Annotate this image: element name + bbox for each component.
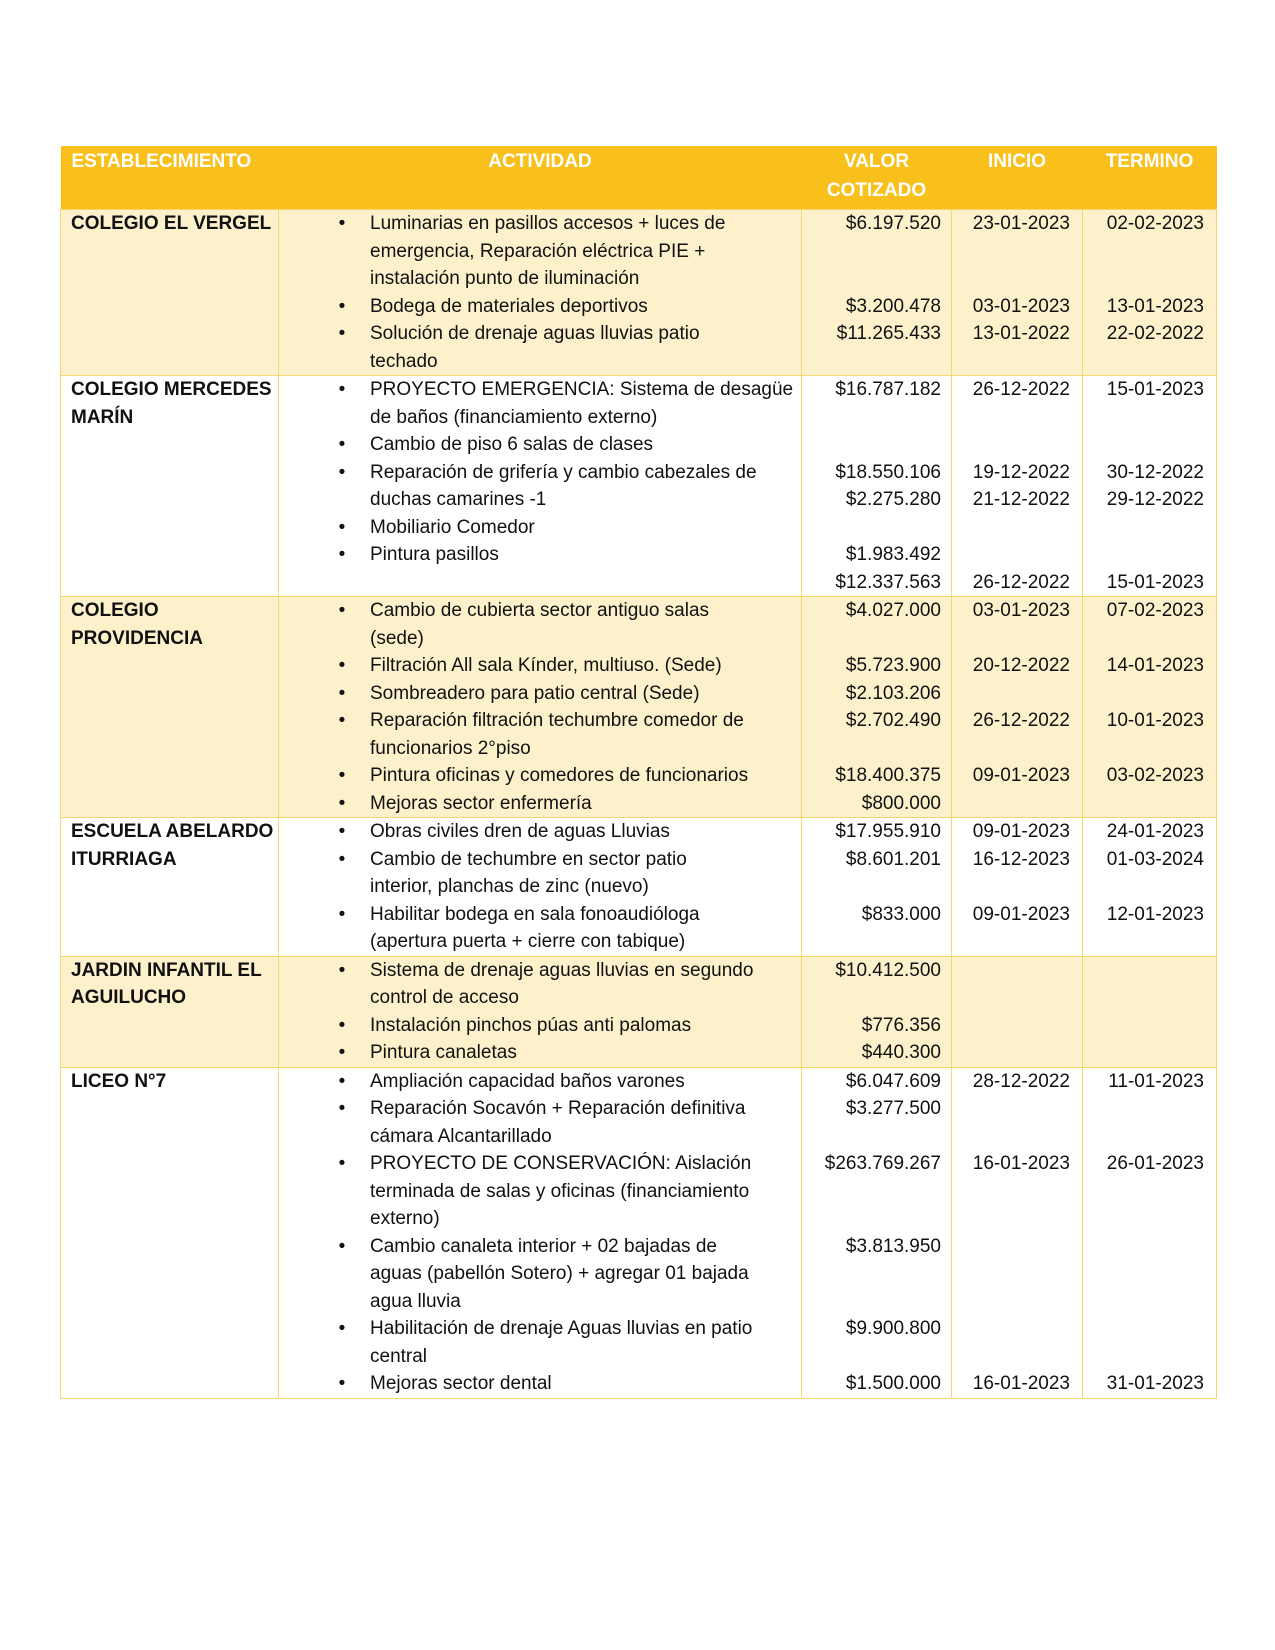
- fecha-inicio: 09-01-2023: [972, 903, 1070, 925]
- fecha-termino: 22-02-2022: [1106, 323, 1204, 344]
- actividad-text: Cambio de cubierta sector antiguo salas: [370, 600, 710, 621]
- fecha-termino: [1093, 1233, 1204, 1261]
- actividad-text: Luminarias en pasillos accesos + luces de: [370, 213, 726, 234]
- fecha-inicio: [962, 1039, 1070, 1067]
- valor-cotizado: [812, 1343, 941, 1371]
- works-table: [60, 146, 1217, 1399]
- valor-cotizado: $833.000: [861, 903, 941, 925]
- fecha-termino: 31-01-2023: [1106, 1373, 1204, 1394]
- actividad-item: [289, 901, 791, 956]
- table-row: [61, 210, 1217, 376]
- fecha-inicio: 09-01-2023: [972, 765, 1070, 786]
- bullet-icon: •: [338, 1318, 346, 1339]
- actividad-cell: [279, 210, 802, 376]
- establecimiento-name: ITURRIAGA: [71, 848, 177, 870]
- fecha-termino: 30-12-2022: [1106, 461, 1204, 483]
- actividad-text: Mejoras sector enfermería: [370, 792, 592, 814]
- valor-cotizado: $8.601.201: [845, 848, 941, 870]
- establecimiento-name: MARÍN: [71, 406, 134, 428]
- bullet-icon: •: [338, 1153, 346, 1174]
- fecha-termino: 12-01-2023: [1106, 903, 1204, 925]
- actividad-text: central: [370, 1345, 428, 1367]
- actividad-text: (sede): [370, 627, 424, 649]
- valor-cotizado: $6.197.520: [845, 213, 941, 234]
- fecha-termino: [1093, 1315, 1204, 1343]
- fecha-termino: 07-02-2023: [1106, 600, 1204, 621]
- table-row: [61, 818, 1217, 957]
- valor-cotizado: [812, 1260, 941, 1288]
- valor-cotizado-cell: [802, 956, 952, 1067]
- valor-cotizado: $4.027.000: [845, 600, 941, 621]
- fecha-inicio: [962, 1260, 1070, 1288]
- actividad-text: emergencia, Reparación eléctrica PIE +: [370, 240, 706, 262]
- fecha-termino: 15-01-2023: [1106, 571, 1204, 593]
- valor-cotizado: $2.275.280: [845, 489, 941, 510]
- bullet-icon: •: [338, 765, 346, 786]
- bullet-icon: •: [338, 1042, 346, 1063]
- actividad-text: aguas (pabellón Sotero) + agregar 01 bajada: [370, 1263, 749, 1284]
- actividad-item: [289, 1039, 791, 1067]
- fecha-inicio: 19-12-2022: [972, 461, 1070, 483]
- fecha-termino: [1093, 404, 1204, 432]
- fecha-termino: [1093, 790, 1204, 818]
- fecha-termino: [1093, 625, 1204, 653]
- fecha-termino: [1093, 928, 1204, 956]
- actividad-item: [289, 320, 791, 375]
- bullet-icon: •: [338, 821, 346, 842]
- actividad-text: Habilitación de drenaje Aguas lluvias en patio: [370, 1318, 753, 1339]
- header-valor-cotizado: [802, 146, 952, 210]
- valor-cotizado: [812, 1288, 941, 1316]
- actividad-text: Reparación Socavón + Reparación definitiva: [370, 1098, 746, 1119]
- fecha-termino: [1093, 1343, 1204, 1371]
- valor-cotizado: $800.000: [861, 792, 941, 814]
- fecha-inicio: [962, 541, 1070, 569]
- valor-cotizado-cell: [802, 818, 952, 957]
- actividad-text: Pintura oficinas y comedores de funcionarios: [370, 765, 749, 786]
- bullet-icon: •: [338, 655, 346, 676]
- fecha-inicio: [962, 1123, 1070, 1151]
- header-termino: TERMINO: [1083, 146, 1217, 210]
- fecha-inicio-cell: [952, 1067, 1083, 1398]
- valor-cotizado: $9.900.800: [845, 1318, 941, 1339]
- actividad-item: [289, 818, 791, 846]
- valor-cotizado: $18.400.375: [835, 765, 941, 786]
- fecha-inicio: [962, 1012, 1070, 1040]
- actividad-list: [289, 1068, 791, 1398]
- actividad-text: funcionarios 2°piso: [370, 737, 531, 759]
- actividad-item: [289, 1370, 791, 1398]
- valor-cotizado: [812, 873, 941, 901]
- actividad-text: Sistema de drenaje aguas lluvias en segundo: [370, 959, 754, 981]
- actividad-text: instalación punto de iluminación: [370, 268, 640, 289]
- actividad-list: [289, 818, 791, 956]
- valor-cotizado: $3.813.950: [845, 1235, 941, 1257]
- establecimiento-name: COLEGIO MERCEDES: [71, 379, 272, 400]
- actividad-item: [289, 790, 791, 818]
- actividad-text: externo): [370, 1208, 440, 1229]
- valor-cotizado: $10.412.500: [835, 959, 941, 981]
- fecha-inicio: [962, 1178, 1070, 1206]
- establecimiento-cell: [61, 956, 279, 1067]
- valor-cotizado-cell: [802, 1067, 952, 1398]
- fecha-termino-cell: [1083, 376, 1217, 597]
- fecha-termino: 15-01-2023: [1106, 379, 1204, 400]
- actividad-text: Reparación filtración techumbre comedor de: [370, 710, 744, 731]
- fecha-inicio: 16-01-2023: [972, 1373, 1070, 1394]
- header-valor-line2: COTIZADO: [826, 180, 927, 201]
- actividad-text: cámara Alcantarillado: [370, 1125, 552, 1147]
- actividad-item: [289, 652, 791, 680]
- fecha-inicio: [962, 984, 1070, 1012]
- actividad-list: [289, 597, 791, 817]
- bullet-icon: •: [338, 682, 346, 704]
- fecha-inicio: 20-12-2022: [972, 655, 1070, 676]
- fecha-inicio-cell: [952, 956, 1083, 1067]
- fecha-termino: [1093, 873, 1204, 901]
- table-row: [61, 956, 1217, 1067]
- fecha-termino: [1093, 1039, 1204, 1067]
- valor-cotizado: $2.702.490: [845, 710, 941, 731]
- actividad-text: Reparación de grifería y cambio cabezales de: [370, 461, 757, 483]
- fecha-inicio: [962, 1205, 1070, 1233]
- actividad-item: [289, 680, 791, 708]
- header-inicio: INICIO: [952, 146, 1083, 210]
- actividad-text: Instalación pinchos púas anti palomas: [370, 1014, 692, 1036]
- actividad-text: Solución de drenaje aguas lluvias patio: [370, 323, 700, 344]
- valor-cotizado: $3.277.500: [845, 1098, 941, 1119]
- valor-cotizado: [812, 984, 941, 1012]
- actividad-item: [289, 707, 791, 762]
- actividad-text: Obras civiles dren de aguas Lluvias: [370, 821, 670, 842]
- establecimiento-cell: [61, 376, 279, 597]
- fecha-inicio-cell: [952, 210, 1083, 376]
- valor-cotizado: $263.769.267: [824, 1153, 941, 1174]
- valor-cotizado: $16.787.182: [835, 379, 941, 400]
- fecha-termino: 13-01-2023: [1106, 295, 1204, 317]
- actividad-text: Cambio de piso 6 salas de clases: [370, 434, 654, 455]
- table-row: [61, 597, 1217, 818]
- fecha-inicio: [962, 1095, 1070, 1123]
- actividad-item: [289, 210, 791, 293]
- establecimiento-name: COLEGIO: [71, 600, 159, 621]
- actividad-text: (apertura puerta + cierre con tabique): [370, 931, 686, 952]
- fecha-termino-cell: [1083, 1067, 1217, 1398]
- fecha-termino: [1093, 238, 1204, 266]
- table-row: [61, 1067, 1217, 1398]
- valor-cotizado: [812, 1205, 941, 1233]
- actividad-text: de baños (financiamiento externo): [370, 406, 658, 428]
- establecimiento-name: ESCUELA ABELARDO: [71, 821, 274, 842]
- actividad-list: [289, 957, 791, 1067]
- fecha-termino-cell: [1083, 818, 1217, 957]
- bullet-icon: •: [338, 379, 346, 400]
- actividad-item: [289, 846, 791, 901]
- fecha-termino: 02-02-2023: [1106, 213, 1204, 234]
- actividad-text: interior, planchas de zinc (nuevo): [370, 876, 649, 897]
- actividad-item: [289, 376, 794, 431]
- fecha-termino: [1093, 265, 1204, 293]
- valor-cotizado: $6.047.609: [845, 1070, 941, 1092]
- actividad-item: [289, 514, 791, 542]
- fecha-termino: [1093, 1178, 1204, 1206]
- valor-cotizado: [812, 625, 941, 653]
- fecha-termino: 24-01-2023: [1106, 821, 1204, 842]
- actividad-cell: [279, 956, 802, 1067]
- fecha-termino: 10-01-2023: [1106, 710, 1204, 731]
- actividad-item: [289, 1233, 791, 1316]
- fecha-inicio-cell: [952, 818, 1083, 957]
- actividad-text: techado: [370, 350, 438, 372]
- fecha-termino: [1093, 735, 1204, 763]
- fecha-termino: 03-02-2023: [1106, 765, 1204, 786]
- actividad-text: Habilitar bodega en sala fonoaudióloga: [370, 903, 700, 925]
- fecha-inicio: [962, 625, 1070, 653]
- fecha-inicio: 03-01-2023: [972, 295, 1070, 317]
- fecha-termino: [1093, 680, 1204, 708]
- fecha-inicio: [962, 514, 1070, 542]
- valor-cotizado: [812, 928, 941, 956]
- valor-cotizado: [812, 238, 941, 266]
- table-header: [61, 146, 1217, 210]
- actividad-list: [289, 210, 791, 375]
- valor-cotizado-cell: [802, 210, 952, 376]
- fecha-termino: [1093, 1095, 1204, 1123]
- bullet-icon: •: [338, 1070, 346, 1092]
- fecha-inicio: [962, 735, 1070, 763]
- fecha-termino: [1093, 1123, 1204, 1151]
- establecimiento-name: AGUILUCHO: [71, 987, 187, 1008]
- actividad-item: [289, 1315, 791, 1370]
- fecha-inicio: 26-12-2022: [972, 571, 1070, 593]
- valor-cotizado: $17.955.910: [835, 821, 941, 842]
- fecha-inicio: 23-01-2023: [972, 213, 1070, 234]
- fecha-termino: 01-03-2024: [1106, 848, 1204, 870]
- fecha-inicio: 28-12-2022: [972, 1070, 1070, 1092]
- actividad-text: Sombreadero para patio central (Sede): [370, 682, 700, 704]
- fecha-inicio: [962, 431, 1070, 459]
- fecha-inicio: [962, 1343, 1070, 1371]
- valor-cotizado-cell: [802, 376, 952, 597]
- actividad-item: [289, 597, 791, 652]
- fecha-inicio: [962, 957, 1070, 985]
- fecha-termino: [1093, 1260, 1204, 1288]
- fecha-inicio: [962, 928, 1070, 956]
- valor-cotizado: [812, 404, 941, 432]
- fecha-termino: [1093, 431, 1204, 459]
- actividad-list: [289, 376, 794, 569]
- bullet-icon: •: [338, 516, 346, 538]
- actividad-text: Mobiliario Comedor: [370, 516, 535, 538]
- actividad-text: Pintura canaletas: [370, 1042, 517, 1063]
- fecha-inicio: 21-12-2022: [972, 489, 1070, 510]
- valor-cotizado: [812, 1123, 941, 1151]
- bullet-icon: •: [338, 1235, 346, 1257]
- fecha-inicio: [962, 1233, 1070, 1261]
- fecha-termino-cell: [1083, 597, 1217, 818]
- fecha-inicio: 13-01-2022: [972, 323, 1070, 344]
- actividad-text: terminada de salas y oficinas (financiamiento: [370, 1180, 750, 1202]
- actividad-text: Pintura pasillos: [370, 544, 499, 565]
- valor-cotizado: $1.983.492: [845, 544, 941, 565]
- actividad-cell: [279, 1067, 802, 1398]
- valor-cotizado: [812, 735, 941, 763]
- valor-cotizado: $11.265.433: [836, 323, 941, 344]
- actividad-text: Mejoras sector dental: [370, 1373, 552, 1394]
- valor-cotizado: [812, 514, 941, 542]
- actividad-item: [289, 1150, 791, 1233]
- fecha-inicio: [962, 873, 1070, 901]
- bullet-icon: •: [338, 848, 346, 870]
- fecha-termino: 11-01-2023: [1108, 1070, 1204, 1092]
- actividad-text: agua lluvia: [370, 1290, 461, 1312]
- table-row: [61, 376, 1217, 597]
- fecha-inicio: 16-12-2023: [972, 848, 1070, 870]
- fecha-inicio: [962, 680, 1070, 708]
- bullet-icon: •: [338, 792, 346, 814]
- bullet-icon: •: [338, 1098, 346, 1119]
- establecimiento-name: JARDIN INFANTIL EL: [71, 959, 262, 981]
- valor-cotizado: $2.103.206: [845, 682, 941, 704]
- fecha-termino: [1093, 514, 1204, 542]
- fecha-termino-cell: [1083, 956, 1217, 1067]
- actividad-text: Ampliación capacidad baños varones: [370, 1070, 685, 1092]
- actividad-item: [289, 541, 791, 569]
- fecha-termino: [1093, 1012, 1204, 1040]
- establecimiento-cell: [61, 1067, 279, 1398]
- valor-cotizado: $3.200.478: [845, 295, 941, 317]
- fecha-inicio: [962, 1315, 1070, 1343]
- bullet-icon: •: [338, 959, 346, 981]
- actividad-item: [289, 459, 791, 514]
- fecha-inicio: [962, 1288, 1070, 1316]
- fecha-inicio: [962, 404, 1070, 432]
- header-establecimiento: ESTABLECIMIENTO: [61, 146, 279, 210]
- actividad-cell: [279, 818, 802, 957]
- actividad-text: duchas camarines -1: [370, 489, 547, 510]
- fecha-inicio: 26-12-2022: [972, 710, 1070, 731]
- actividad-item: [289, 1095, 791, 1150]
- actividad-text: Cambio de techumbre en sector patio: [370, 848, 687, 870]
- actividad-text: PROYECTO EMERGENCIA: Sistema de desagüe: [370, 379, 794, 400]
- fecha-termino: [1093, 1288, 1204, 1316]
- fecha-inicio: [962, 238, 1070, 266]
- valor-cotizado-cell: [802, 597, 952, 818]
- bullet-icon: •: [338, 710, 346, 731]
- fecha-termino: 29-12-2022: [1106, 489, 1204, 510]
- bullet-icon: •: [338, 295, 346, 317]
- fecha-inicio: [962, 265, 1070, 293]
- bullet-icon: •: [338, 1014, 346, 1036]
- fecha-inicio: 16-01-2023: [972, 1153, 1070, 1174]
- bullet-icon: •: [338, 903, 346, 925]
- establecimiento-name: PROVIDENCIA: [71, 627, 203, 649]
- fecha-termino: 26-01-2023: [1106, 1153, 1204, 1174]
- fecha-termino: [1093, 1205, 1204, 1233]
- fecha-termino: [1093, 984, 1204, 1012]
- bullet-icon: •: [338, 600, 346, 621]
- actividad-text: control de acceso: [370, 987, 519, 1008]
- establecimiento-name: LICEO N°7: [71, 1070, 167, 1092]
- fecha-termino-cell: [1083, 210, 1217, 376]
- bullet-icon: •: [338, 461, 346, 483]
- establecimiento-cell: [61, 597, 279, 818]
- valor-cotizado: [812, 1178, 941, 1206]
- actividad-text: Filtración All sala Kínder, multiuso. (Sede): [370, 655, 722, 676]
- actividad-text: PROYECTO DE CONSERVACIÓN: Aislación: [370, 1153, 752, 1174]
- actividad-cell: [279, 376, 802, 597]
- actividad-item: [289, 431, 791, 459]
- actividad-text: Cambio canaleta interior + 02 bajadas de: [370, 1235, 717, 1257]
- actividad-item: [289, 293, 791, 321]
- establecimiento-cell: [61, 818, 279, 957]
- fecha-inicio: 09-01-2023: [972, 821, 1070, 842]
- header-actividad: ACTIVIDAD: [279, 146, 802, 210]
- valor-cotizado: $1.500.000: [845, 1373, 941, 1394]
- actividad-cell: [279, 597, 802, 818]
- fecha-termino: [1093, 541, 1204, 569]
- fecha-inicio-cell: [952, 376, 1083, 597]
- bullet-icon: •: [338, 434, 346, 455]
- valor-cotizado: [812, 431, 941, 459]
- actividad-item: [289, 762, 791, 790]
- fecha-termino: [1093, 957, 1204, 985]
- bullet-icon: •: [338, 323, 346, 344]
- bullet-icon: •: [338, 1373, 346, 1394]
- bullet-icon: •: [338, 544, 346, 565]
- table-body: [61, 210, 1217, 1399]
- header-valor-line1: VALOR: [843, 151, 910, 172]
- actividad-item: [289, 957, 791, 1012]
- actividad-item: [289, 1012, 791, 1040]
- fecha-inicio: 03-01-2023: [972, 600, 1070, 621]
- valor-cotizado: $440.300: [861, 1042, 941, 1063]
- fecha-termino: 14-01-2023: [1106, 655, 1204, 676]
- valor-cotizado: $776.356: [861, 1014, 941, 1036]
- valor-cotizado: $12.337.563: [835, 571, 941, 593]
- fecha-inicio: [962, 790, 1070, 818]
- actividad-item: [289, 1068, 791, 1096]
- valor-cotizado: $5.723.900: [845, 655, 941, 676]
- establecimiento-name: COLEGIO EL VERGEL: [71, 213, 272, 234]
- bullet-icon: •: [338, 213, 346, 234]
- actividad-text: Bodega de materiales deportivos: [370, 295, 648, 317]
- valor-cotizado: [812, 265, 941, 293]
- establecimiento-cell: [61, 210, 279, 376]
- fecha-inicio-cell: [952, 597, 1083, 818]
- valor-cotizado: $18.550.106: [835, 461, 941, 483]
- fecha-inicio: 26-12-2022: [972, 379, 1070, 400]
